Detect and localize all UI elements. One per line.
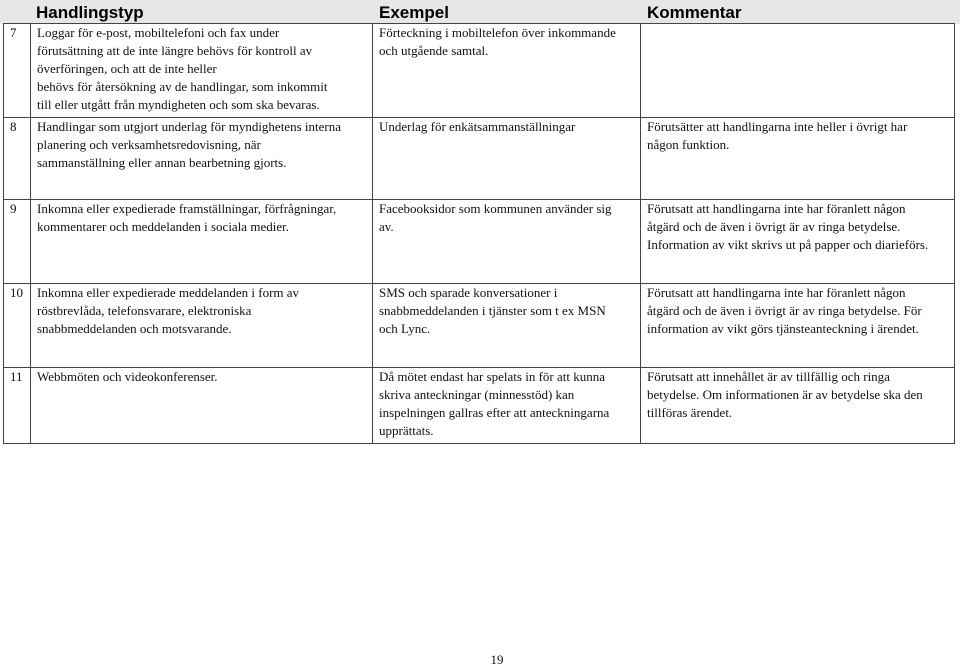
- cell-kommentar: [641, 284, 955, 368]
- text-line: Webbmöten och videokonferenser.: [37, 369, 218, 384]
- text-line: Förutsätter att handlingarna inte heller i övrigt har: [647, 119, 908, 134]
- cell-exempel: [373, 200, 641, 284]
- text-line: Förutsatt att handlingarna inte har föranlett någon: [647, 201, 906, 216]
- text-line: förutsättning att de inte längre behövs för kontroll av: [37, 43, 313, 58]
- text-line: Loggar för e-post, mobiltelefoni och fax under: [37, 25, 280, 40]
- table-row: [4, 200, 955, 284]
- table-header: [0, 0, 960, 24]
- text-line: skriva anteckningar (minnesstöd) kan: [379, 387, 575, 402]
- cell-handlingstyp: [31, 368, 373, 444]
- text-line: Inkomna eller expedierade framställningar, förfrågningar,: [37, 201, 337, 216]
- text-line: betydelse. Om informationen är av betydelse ska den: [647, 387, 923, 402]
- text-line: snabbmeddelanden i tjänster som t ex MSN: [379, 303, 606, 318]
- text-line: inspelningen gallras efter att anteckningarna: [379, 405, 610, 420]
- row-number: 7: [4, 24, 31, 118]
- text-line: och Lync.: [379, 321, 431, 336]
- text-line: sammanställning eller annan bearbetning gjorts.: [37, 155, 287, 170]
- table-row: [4, 24, 955, 118]
- text-line: av.: [379, 219, 394, 234]
- header-exempel: Exempel: [379, 3, 449, 22]
- page-number: 19: [490, 652, 504, 667]
- text-line: Förteckning i mobiltelefon över inkommande: [379, 25, 616, 40]
- cell-exempel: [373, 284, 641, 368]
- header-kommentar: Kommentar: [647, 3, 742, 22]
- text-line: Handlingar som utgjort underlag för myndighetens interna: [37, 119, 341, 134]
- text-line: planering och verksamhetsredovisning, när: [37, 137, 261, 152]
- text-line: någon funktion.: [647, 137, 730, 152]
- row-number: 8: [4, 118, 31, 200]
- text-line: behövs för återsökning av de handlingar, som inkommit: [37, 79, 328, 94]
- cell-handlingstyp: [31, 200, 373, 284]
- text-line: upprättats.: [379, 423, 434, 438]
- table-body: [4, 24, 955, 444]
- row-number: 9: [4, 200, 31, 284]
- cell-exempel: [373, 24, 641, 118]
- text-line: information av vikt görs tjänsteanteckning i ärendet.: [647, 321, 919, 336]
- table-row: [4, 284, 955, 368]
- text-line: Förutsatt att handlingarna inte har föranlett någon: [647, 285, 906, 300]
- text-line: överföringen, och att de inte heller: [37, 61, 217, 76]
- text-line: Då mötet endast har spelats in för att kunna: [379, 369, 605, 384]
- text-line: tillföras ärendet.: [647, 405, 733, 420]
- table-row: [4, 368, 955, 444]
- cell-kommentar: [641, 368, 955, 444]
- text-line: och utgående samtal.: [379, 43, 489, 58]
- text-line: SMS och sparade konversationer i: [379, 285, 558, 300]
- cell-handlingstyp: [31, 24, 373, 118]
- cell-exempel: [373, 368, 641, 444]
- text-line: kommentarer och meddelanden i sociala medier.: [37, 219, 289, 234]
- cell-kommentar: [641, 200, 955, 284]
- cell-handlingstyp: [31, 118, 373, 200]
- text-line: röstbrevlåda, telefonsvarare, elektroniska: [37, 303, 252, 318]
- row-number: 10: [4, 284, 31, 368]
- cell-kommentar: [641, 118, 955, 200]
- text-line: Underlag för enkätsammanställningar: [379, 119, 576, 134]
- header-handlingstyp: Handlingstyp: [36, 3, 144, 22]
- text-line: Inkomna eller expedierade meddelanden i form av: [37, 285, 300, 300]
- text-line: åtgärd och de även i övrigt är av ringa betydelse. För: [647, 303, 922, 318]
- cell-handlingstyp: [31, 284, 373, 368]
- text-line: Information av vikt skrivs ut på papper och diarieförs.: [647, 237, 929, 252]
- text-line: åtgärd och de även i övrigt är av ringa betydelse.: [647, 219, 901, 234]
- text-line: till eller utgått från myndigheten och som ska bevaras.: [37, 97, 320, 112]
- cell-exempel: [373, 118, 641, 200]
- text-line: snabbmeddelanden och motsvarande.: [37, 321, 232, 336]
- records-table: [3, 23, 955, 444]
- text-line: Facebooksidor som kommunen använder sig: [379, 201, 612, 216]
- table-row: [4, 118, 955, 200]
- text-line: Förutsatt att innehållet är av tillfällig och ringa: [647, 369, 890, 384]
- cell-kommentar: [641, 24, 955, 118]
- row-number: 11: [4, 368, 31, 444]
